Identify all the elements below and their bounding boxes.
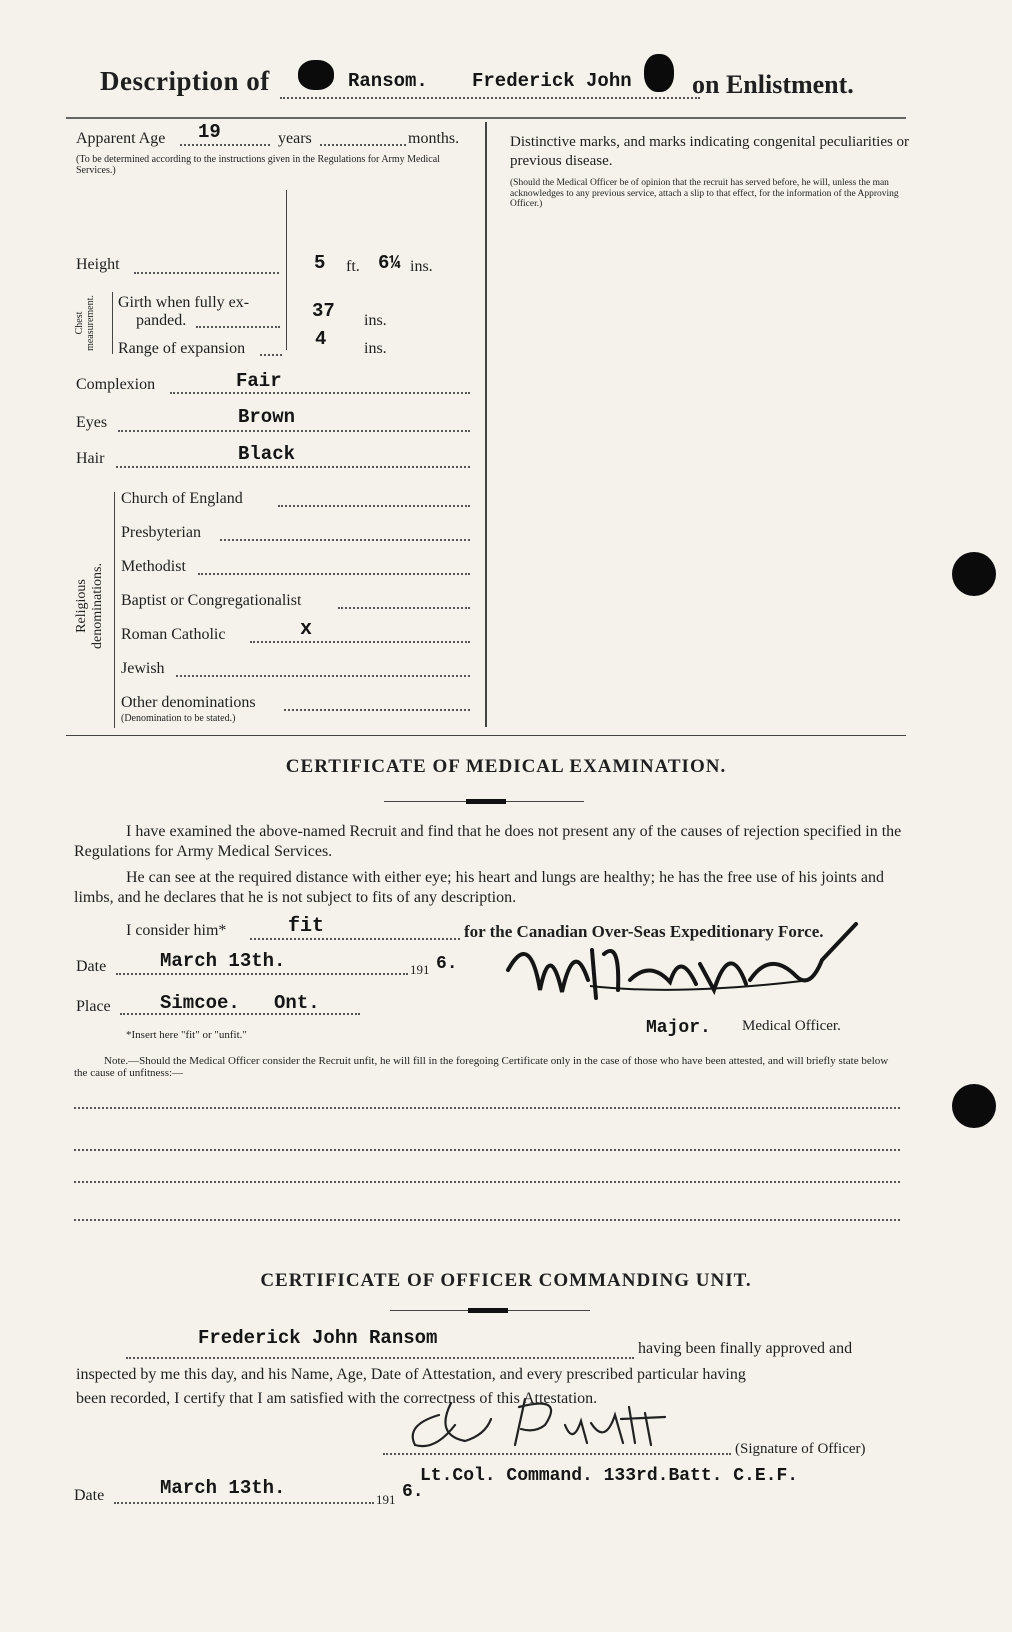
medical-date-value: March 13th. [160, 950, 286, 972]
hair-dots [116, 466, 470, 468]
commanding-recruit-name: Frederick John Ransom [198, 1327, 438, 1349]
height-feet: 5 [314, 252, 326, 274]
religion-dots [250, 641, 470, 643]
eyes-label: Eyes [76, 414, 108, 431]
height-label: Height [76, 256, 120, 273]
age-months-label: months. [408, 130, 460, 147]
chest-girth-dots [196, 326, 280, 328]
medical-consider-value: fit [288, 915, 325, 938]
medical-place-label: Place [76, 998, 111, 1015]
commanding-officer-title: Lt.Col. Command. 133rd.Batt. C.E.F. [420, 1466, 799, 1486]
header-suffix: on Enlistment. [692, 70, 854, 99]
medical-date-dots [116, 973, 408, 975]
religion-item-presbyterian: Presbyterian [121, 524, 201, 541]
commanding-signature-label: (Signature of Officer) [735, 1441, 866, 1457]
header-underline [280, 97, 700, 99]
chest-girth-unit: ins. [364, 312, 387, 329]
eyes-value: Brown [238, 406, 296, 428]
height-inches: 6¼ [378, 252, 401, 274]
religion-dots [220, 539, 470, 541]
marks-note: (Should the Medical Officer be of opinion that the recruit has served before, he will, unless the man acknowledges to any previous service, attach a slip to that effect, for the information of the Approving Officer.) [510, 178, 899, 209]
unfitness-line [74, 1107, 900, 1109]
medical-officer-rank: Major. [646, 1018, 711, 1038]
height-dots [134, 272, 279, 274]
header-given-names: Frederick John [472, 70, 632, 92]
commanding-officer-signature [395, 1385, 725, 1455]
commanding-date-dots [114, 1502, 374, 1504]
header-surname: Ransom. [348, 70, 428, 92]
commanding-year-prefix: 191 [376, 1492, 396, 1507]
commanding-name-dots [126, 1357, 634, 1359]
medical-year-prefix: 191 [410, 962, 430, 977]
age-label: Apparent Age [76, 130, 166, 147]
religion-dots [278, 505, 470, 507]
medical-title-rule-bold [466, 799, 506, 804]
religion-item-other: Other denominations [121, 694, 256, 711]
religion-item-methodist: Methodist [121, 558, 186, 575]
chest-range-unit: ins. [364, 340, 387, 357]
commanding-line3: been recorded, I certify that I am satisfied with the correctness of this Attestation. [76, 1390, 598, 1407]
medical-insert-note: *Insert here "fit" or "unfit." [126, 1029, 247, 1041]
hair-value: Black [238, 443, 296, 465]
header-prefix: Description of [100, 66, 270, 96]
religion-dots [284, 709, 470, 711]
commanding-title: CERTIFICATE OF OFFICER COMMANDING UNIT. [260, 1270, 752, 1291]
religion-item-baptist: Baptist or Congregationalist [121, 592, 302, 609]
commanding-signature-dots [383, 1453, 731, 1455]
age-note: (To be determined according to the instructions given in the Regulations for Army Medical Services.) [76, 154, 440, 176]
chest-range-label: Range of expansion [118, 340, 246, 357]
medical-para2: He can see at the required distance with either eye; his heart and lungs are healthy; he has the free use of his joints and limbs, and he declares that he is not subject to fits of any description. [74, 869, 884, 906]
redaction-mark [298, 60, 334, 90]
commanding-line2: inspected by me this day, and his Name, Age, Date of Attestation, and every prescribed particular having [76, 1366, 746, 1383]
religion-side-label: Religious denominations. [74, 563, 105, 649]
column-divider [286, 190, 287, 350]
medical-year-suffix: 6. [436, 954, 458, 974]
religion-bracket [114, 492, 115, 728]
medical-para1: I have examined the above-named Recruit and find that he does not present any of the causes of rejection specified in the Regulations for Army Medical Services. [74, 823, 902, 860]
medical-place-value: Simcoe. Ont. [160, 992, 320, 1014]
religion-dots [198, 573, 470, 575]
punch-hole [952, 1084, 996, 1128]
medical-consider-dots [250, 938, 460, 940]
religion-other-note: (Denomination to be stated.) [121, 713, 236, 724]
religion-dots [176, 675, 470, 677]
religion-item-roman-catholic: Roman Catholic [121, 626, 226, 643]
age-dots [180, 144, 270, 146]
age-years-label: years [278, 130, 312, 147]
table-bottom-rule [66, 735, 906, 736]
chest-side-label: Chest measurement. [74, 295, 96, 351]
eyes-dots [118, 430, 470, 432]
header-rule [66, 117, 906, 119]
punch-hole [952, 552, 996, 596]
chest-bracket [112, 292, 113, 354]
complexion-label: Complexion [76, 376, 156, 393]
religion-item-jewish: Jewish [121, 660, 165, 677]
age-months-dots [320, 144, 406, 146]
age-years-value: 19 [198, 121, 221, 143]
unfitness-line [74, 1219, 900, 1221]
religion-item-church-of-england: Church of England [121, 490, 243, 507]
unfitness-line [74, 1149, 900, 1151]
chest-girth-value: 37 [312, 300, 335, 322]
chest-girth-label-1: Girth when fully ex- [118, 294, 250, 311]
medical-officer-label: Medical Officer. [742, 1018, 841, 1034]
marks-label: Distinctive marks, and marks indicating congenital peculiarities or previous disease. [510, 134, 910, 169]
hair-label: Hair [76, 450, 105, 467]
complexion-dots [170, 392, 470, 394]
redaction-mark [644, 54, 674, 92]
medical-officer-signature [500, 920, 880, 1030]
medical-footnote: Note.—Should the Medical Officer consider the Recruit unfit, he will fill in the foregoing Certificate only in the case of those who have been attested, and will briefly state below the cause of unfitness:— [74, 1055, 889, 1079]
commanding-approved-text: having been finally approved and [638, 1340, 853, 1357]
commanding-date-value: March 13th. [160, 1477, 286, 1499]
height-ins-label: ins. [410, 258, 433, 275]
medical-consider-suffix: for the Canadian Over-Seas Expeditionary Force. [464, 922, 824, 941]
medical-title: CERTIFICATE OF MEDICAL EXAMINATION. [285, 756, 727, 777]
commanding-date-label: Date [74, 1487, 105, 1504]
medical-consider-label: I consider him* [126, 922, 227, 939]
medical-date-label: Date [76, 958, 107, 975]
height-ft-label: ft. [346, 258, 360, 275]
commanding-year-suffix: 6. [402, 1482, 424, 1502]
religion-dots [338, 607, 470, 609]
chest-girth-label-2: panded. [136, 312, 187, 329]
chest-range-value: 4 [315, 328, 327, 350]
commanding-title-rule-bold [468, 1308, 508, 1313]
complexion-value: Fair [236, 370, 282, 392]
unfitness-line [74, 1181, 900, 1183]
religion-roman-catholic-mark: x [300, 618, 313, 641]
column-divider [485, 122, 487, 727]
chest-range-dots [260, 354, 282, 356]
